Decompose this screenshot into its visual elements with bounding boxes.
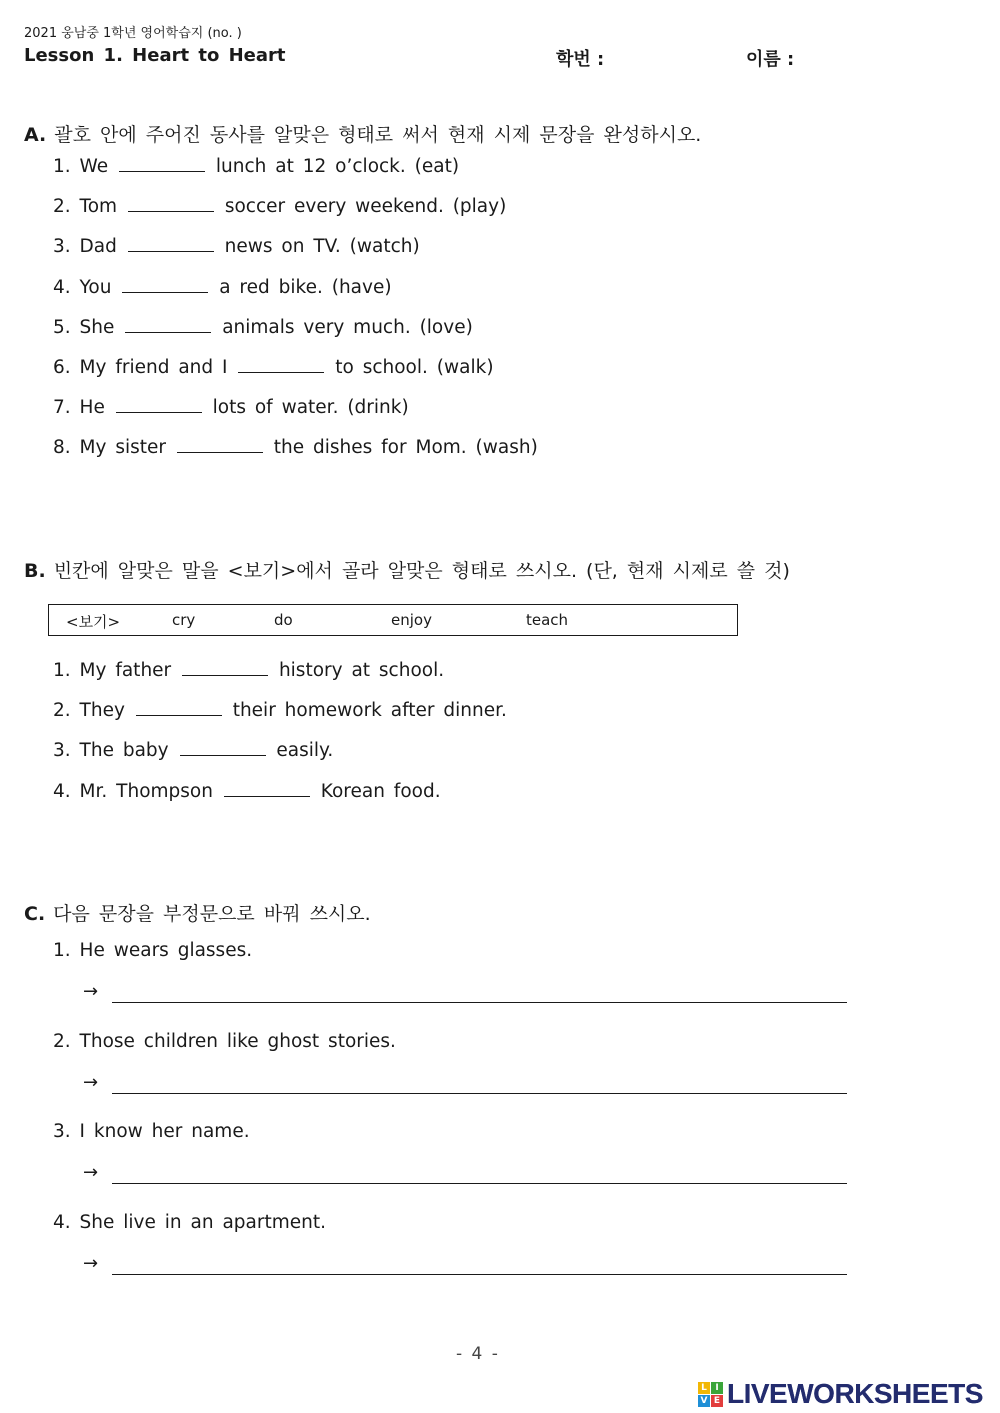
fill-in-blank[interactable] xyxy=(238,356,324,373)
item-number: 2. xyxy=(53,700,71,721)
fill-in-blank[interactable] xyxy=(119,155,205,172)
section-c-item xyxy=(53,940,252,961)
fill-in-blank[interactable] xyxy=(125,316,211,333)
item-text-before: My friend and I xyxy=(79,357,228,378)
page-number: - 4 - xyxy=(456,1344,500,1364)
fill-in-blank[interactable] xyxy=(180,739,266,756)
item-text-before: Tom xyxy=(79,196,118,217)
item-text-before: Mr. Thompson xyxy=(79,781,213,802)
item-number: 4. xyxy=(53,277,71,298)
liveworksheets-logo[interactable] xyxy=(698,1378,983,1410)
section-a-item xyxy=(53,235,420,257)
arrow-icon: → xyxy=(83,1072,99,1093)
section-c-item xyxy=(53,1212,326,1233)
item-text-after: history at school. xyxy=(278,660,445,681)
lesson-title: Lesson 1. Heart to Heart xyxy=(24,45,286,66)
item-sentence: Those children like ghost stories. xyxy=(79,1031,396,1052)
arrow-icon: → xyxy=(83,981,99,1002)
item-number: 4. xyxy=(53,1212,71,1233)
section-c-item xyxy=(53,1031,396,1052)
mark-letter: L xyxy=(698,1382,710,1394)
item-text-after: to school. (walk) xyxy=(335,357,494,378)
item-text-after: a red bike. (have) xyxy=(219,277,392,298)
section-b-item xyxy=(53,739,333,761)
word-bank-box xyxy=(48,604,738,636)
section-a-item xyxy=(53,436,538,458)
fill-in-blank[interactable] xyxy=(224,780,310,797)
item-number: 8. xyxy=(53,437,71,458)
item-text-after: lots of water. (drink) xyxy=(212,397,409,418)
item-text-after: Korean food. xyxy=(320,781,441,802)
answer-line[interactable] xyxy=(112,1183,847,1184)
fill-in-blank[interactable] xyxy=(116,396,202,413)
section-c-instruction: 다음 문장을 부정문으로 바꿔 쓰시오. xyxy=(53,903,371,925)
section-c-letter: C. xyxy=(24,903,46,925)
answer-line[interactable] xyxy=(112,1274,847,1275)
item-text-before: He xyxy=(79,397,105,418)
item-sentence: He wears glasses. xyxy=(79,940,253,961)
word-bank-word: do xyxy=(274,611,293,629)
item-text-before: She xyxy=(79,317,115,338)
section-b-item xyxy=(53,659,444,681)
fill-in-blank[interactable] xyxy=(177,436,263,453)
item-number: 3. xyxy=(53,1121,71,1142)
section-a-title xyxy=(24,120,701,147)
item-text-after: soccer every weekend. (play) xyxy=(224,196,507,217)
fill-in-blank[interactable] xyxy=(182,659,268,676)
section-a-item xyxy=(53,276,392,298)
item-text-after: lunch at 12 o’clock. (eat) xyxy=(215,156,460,177)
word-bank-label: <보기> xyxy=(66,613,121,631)
item-number: 7. xyxy=(53,397,71,418)
section-b-instruction: 빈칸에 알맞은 말을 <보기>에서 골라 알맞은 형태로 쓰시오. (단, 현재 시제로 쓸 것) xyxy=(53,560,790,582)
arrow-icon: → xyxy=(83,1162,99,1183)
mark-letter: V xyxy=(698,1395,710,1407)
section-b-letter: B. xyxy=(24,560,46,582)
liveworksheets-mark-icon xyxy=(698,1382,723,1407)
student-number-label: 학번 : xyxy=(556,49,605,70)
item-text-after: animals very much. (love) xyxy=(222,317,473,338)
answer-line[interactable] xyxy=(112,1002,847,1003)
section-a-instruction: 괄호 안에 주어진 동사를 알맞은 형태로 써서 현재 시제 문장을 완성하시오. xyxy=(54,124,702,146)
section-a-item xyxy=(53,356,494,378)
item-number: 6. xyxy=(53,357,71,378)
item-text-after: news on TV. (watch) xyxy=(224,236,420,257)
section-c-title xyxy=(24,899,371,926)
item-text-before: Dad xyxy=(79,236,117,257)
item-number: 2. xyxy=(53,196,71,217)
word-bank-word: enjoy xyxy=(391,611,432,629)
mark-letter: E xyxy=(711,1395,723,1407)
item-text-before: My father xyxy=(79,660,172,681)
fill-in-blank[interactable] xyxy=(128,195,214,212)
item-text-before: We xyxy=(79,156,109,177)
item-sentence: She live in an apartment. xyxy=(79,1212,326,1233)
fill-in-blank[interactable] xyxy=(128,235,214,252)
section-a-item xyxy=(53,155,459,177)
word-bank-word: teach xyxy=(526,611,569,629)
liveworksheets-wordmark: LIVEWORKSHEETS xyxy=(727,1378,983,1409)
word-bank-word: cry xyxy=(172,611,196,629)
item-sentence: I know her name. xyxy=(79,1121,250,1142)
item-number: 2. xyxy=(53,1031,71,1052)
section-c-item xyxy=(53,1121,250,1142)
item-text-after: the dishes for Mom. (wash) xyxy=(273,437,538,458)
section-a-letter: A. xyxy=(24,124,47,146)
item-text-before: You xyxy=(79,277,112,298)
answer-line[interactable] xyxy=(112,1093,847,1094)
item-number: 1. xyxy=(53,156,71,177)
item-text-before: My sister xyxy=(79,437,166,458)
item-number: 3. xyxy=(53,236,71,257)
item-number: 1. xyxy=(53,940,71,961)
fill-in-blank[interactable] xyxy=(122,276,208,293)
item-text-after: easily. xyxy=(276,740,334,761)
section-a-item xyxy=(53,195,506,217)
item-text-before: The baby xyxy=(79,740,169,761)
section-b-title xyxy=(24,556,790,583)
section-b-item xyxy=(53,780,441,802)
item-number: 3. xyxy=(53,740,71,761)
section-b-item xyxy=(53,699,507,721)
item-number: 5. xyxy=(53,317,71,338)
item-number: 4. xyxy=(53,781,71,802)
worksheet-header-info: 2021 웅남중 1학년 영어학습지 (no. ) xyxy=(24,26,242,41)
item-text-after: their homework after dinner. xyxy=(232,700,507,721)
section-a-item xyxy=(53,396,409,418)
arrow-icon: → xyxy=(83,1253,99,1274)
section-a-item xyxy=(53,316,473,338)
item-number: 1. xyxy=(53,660,71,681)
mark-letter: I xyxy=(711,1382,723,1394)
fill-in-blank[interactable] xyxy=(136,699,222,716)
item-text-before: They xyxy=(79,700,125,721)
student-name-label: 이름 : xyxy=(746,49,795,70)
